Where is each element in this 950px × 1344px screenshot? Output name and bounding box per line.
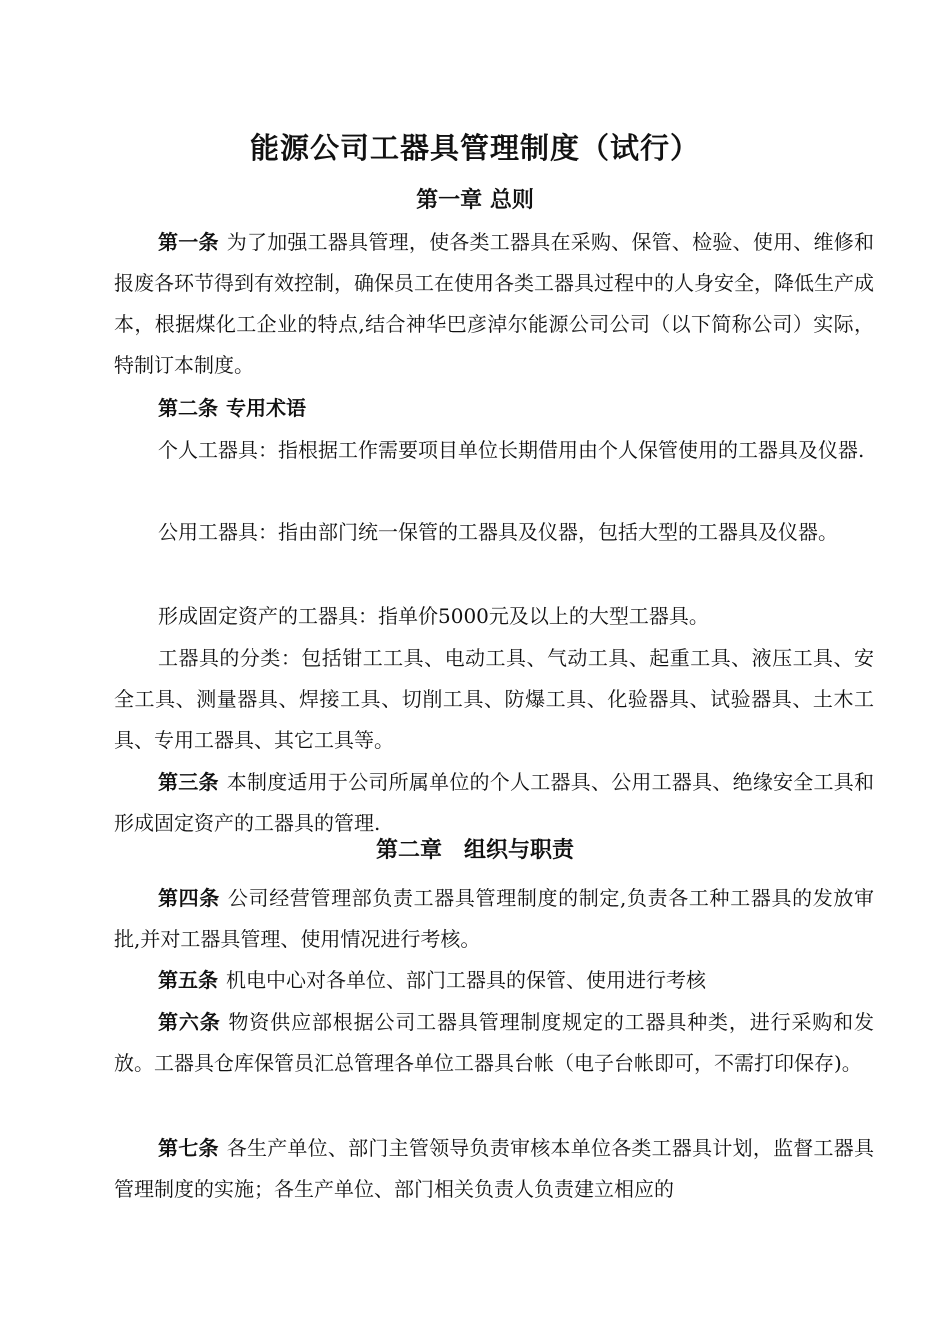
article-text: 物资供应部根据公司工器具管理制度规定的工器具种类，进行采购和发放。工器具仓库保管员汇总管理各单位工器具台帐（电子台帐即可，不需打印保存)。 <box>114 1010 875 1075</box>
term-personal-tools <box>114 430 874 471</box>
article-3 <box>114 762 874 844</box>
term-tool-categories <box>114 638 874 761</box>
article-text: 为了加强工器具管理，使各类工器具在采购、保管、检验、使用、维修和报废各环节得到有效控制，确保员工在使用各类工器具过程中的人身安全，降低生产成本，根据煤化工企业的特点,结合神华巴彦淖尔能源公司公司（以下简称公司）实际，特制订本制度。 <box>114 230 875 377</box>
article-label: 第五条 <box>158 968 218 992</box>
article-text: 公司经营管理部负责工器具管理制度的制定,负责各工种工器具的发放审批,并对工器具管理、使用情况进行考核。 <box>114 886 875 951</box>
paragraph-text: 形成固定资产的工器具：指单价5000元及以上的大型工器具。 <box>158 604 709 628</box>
chapter-heading-1: 第一章 总则 <box>416 187 534 213</box>
document-title: 能源公司工器具管理制度（试行） <box>249 131 700 165</box>
article-text: 机电中心对各单位、部门工器具的保管、使用进行考核 <box>226 968 706 992</box>
article-label: 第三条 <box>158 770 219 794</box>
article-7 <box>114 1128 874 1210</box>
term-public-tools <box>114 512 874 553</box>
article-label: 第七条 <box>158 1136 219 1160</box>
paragraph-text: 个人工器具：指根据工作需要项目单位长期借用由个人保管使用的工器具及仪器. <box>158 438 865 462</box>
article-text: 各生产单位、部门主管领导负责审核本单位各类工器具计划，监督工器具管理制度的实施；各生产单位、部门相关负责人负责建立相应的 <box>114 1136 875 1201</box>
article-heading-text: 专用术语 <box>226 396 306 420</box>
article-2 <box>114 388 874 429</box>
article-label: 第六条 <box>158 1010 221 1034</box>
article-label: 第四条 <box>158 886 220 910</box>
article-label: 第二条 <box>158 396 218 420</box>
article-4 <box>114 878 874 960</box>
paragraph-text: 工器具的分类：包括钳工工具、电动工具、气动工具、起重工具、液压工具、安全工具、测量器具、焊接工具、切削工具、防爆工具、化验器具、试验器具、土木工具、专用工器具、其它工具等。 <box>114 646 874 752</box>
article-label: 第一条 <box>158 230 219 254</box>
term-fixed-asset-tools <box>114 596 874 637</box>
chapter-heading-2: 第二章 组织与职责 <box>375 837 574 863</box>
paragraph-text: 公用工器具：指由部门统一保管的工器具及仪器，包括大型的工器具及仪器。 <box>158 520 838 544</box>
article-1 <box>114 222 874 386</box>
article-text: 本制度适用于公司所属单位的个人工器具、公用工器具、绝缘安全工具和形成固定资产的工器具的管理. <box>114 770 875 835</box>
article-5 <box>114 960 874 1001</box>
article-6 <box>114 1002 874 1084</box>
